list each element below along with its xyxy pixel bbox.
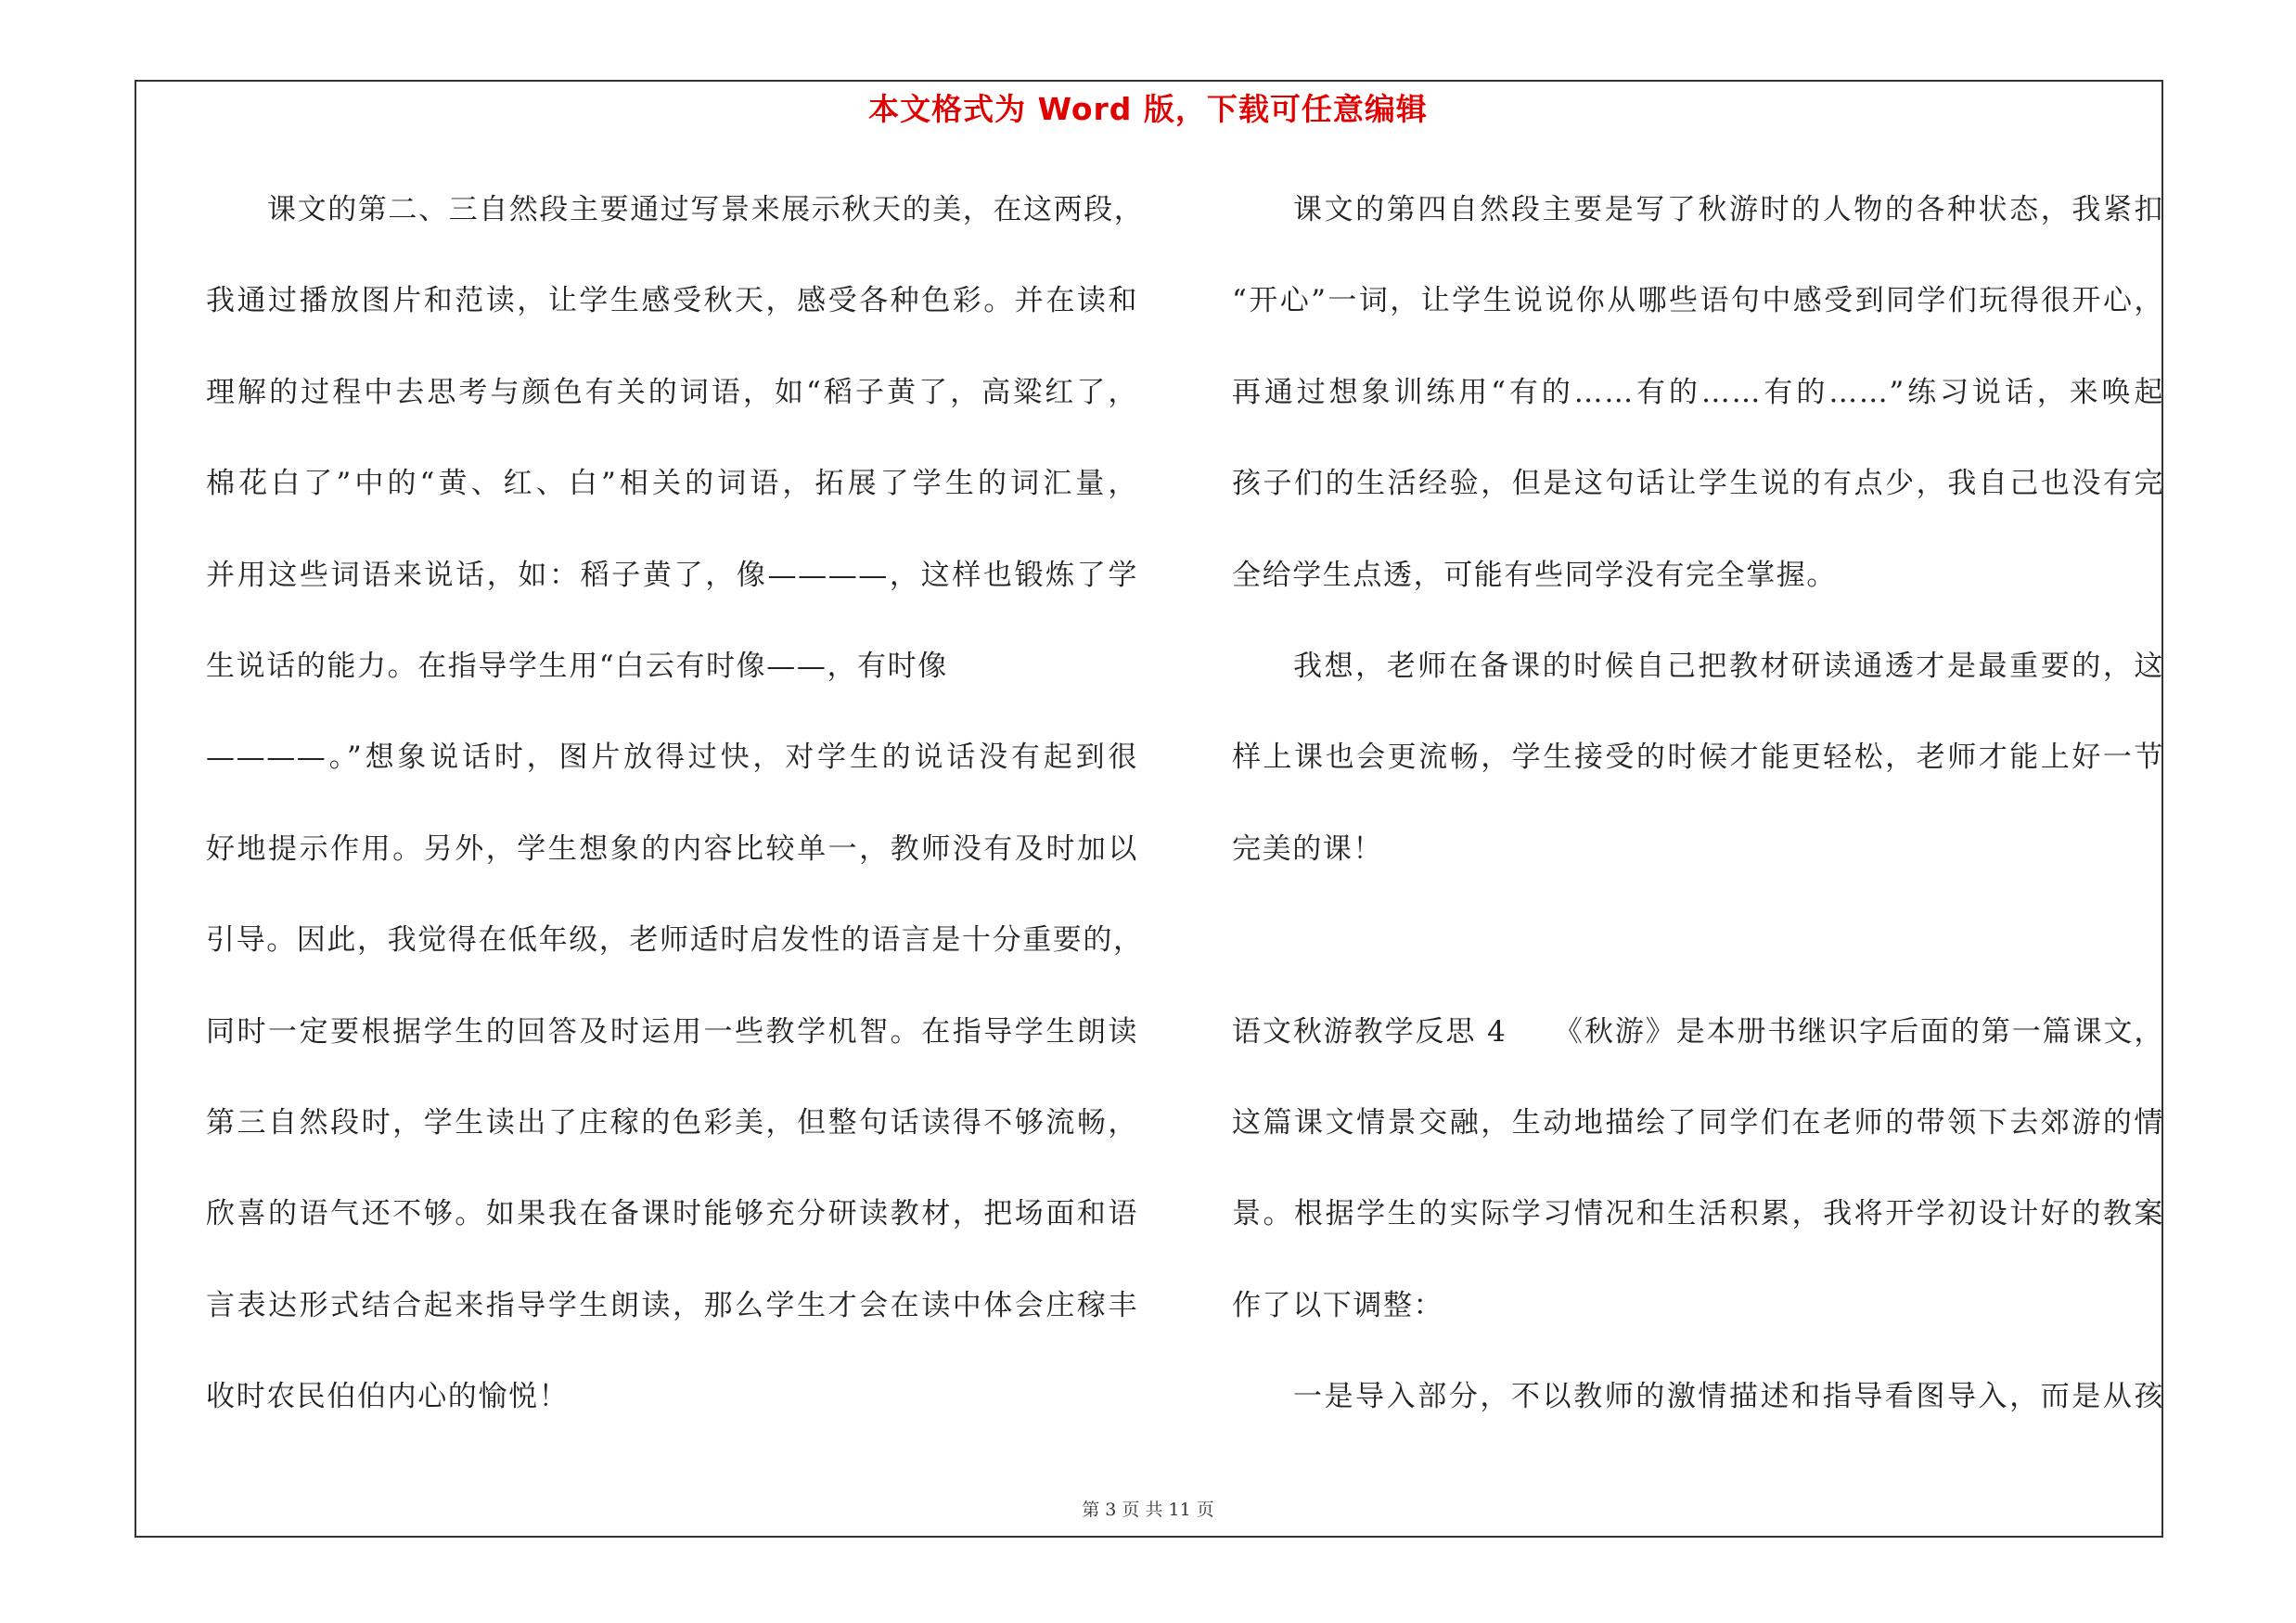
text-line: 一是导入部分，不以教师的激情描述和指导看图导入，而是从孩 — [1293, 1380, 2164, 1414]
blank-line — [1232, 913, 2164, 1004]
right-column — [1232, 183, 2164, 1461]
text-line: 样上课也会更流畅，学生接受的时候才能更轻松，老师才能上好一节 — [1232, 741, 2164, 775]
text-line: 景。根据学生的实际学习情况和生活积累，我将开学初设计好的教案 — [1232, 1197, 2164, 1231]
text-line: ————。”想象说话时，图片放得过快，对学生的说话没有起到很 — [206, 741, 1138, 775]
section-heading-line: 语文秋游教学反思 4 《秋游》是本册书继识字后面的第一篇课文， — [1232, 1014, 2164, 1049]
page-number: 第 3 页 共 11 页 — [1082, 1500, 1214, 1520]
text-line: 课文的第四自然段主要是写了秋游时的人物的各种状态，我紧扣 — [1293, 193, 2164, 226]
text-line: 好地提示作用。另外，学生想象的内容比较单一，教师没有及时加以 — [206, 831, 1138, 866]
text-line: 生说话的能力。在指导学生用“白云有时像——，有时像 — [206, 649, 948, 683]
text-line: 作了以下调整： — [1232, 1288, 1444, 1322]
text-line: 收时农民伯伯内心的愉悦！ — [206, 1380, 570, 1414]
text-line: “开心”一词，让学生说说你从哪些语句中感受到同学们玩得很开心， — [1232, 284, 2164, 318]
text-line: 同时一定要根据学生的回答及时运用一些教学机智。在指导学生朗读 — [206, 1014, 1138, 1049]
text-line: 我通过播放图片和范读，让学生感受秋天，感受各种色彩。并在读和 — [206, 284, 1138, 318]
text-line: 第三自然段时，学生读出了庄稼的色彩美，但整句话读得不够流畅， — [206, 1105, 1138, 1140]
left-column — [206, 183, 1145, 1461]
text-line: 全给学生点透，可能有些同学没有完全掌握。 — [1232, 558, 1837, 592]
text-line: 再通过想象训练用“有的……有的……有的……”练习说话，来唤起 — [1232, 375, 2164, 409]
text-line: 言表达形式结合起来指导学生朗读，那么学生才会在读中体会庄稼丰 — [206, 1288, 1138, 1322]
text-line: 我想，老师在备课的时候自己把教材研读通透才是最重要的，这 — [1293, 649, 2164, 683]
text-line: 并用这些词语来说话，如：稻子黄了，像————，这样也锻炼了学 — [206, 558, 1138, 592]
text-line: 引导。因此，我觉得在低年级，老师适时启发性的语言是十分重要的， — [206, 923, 1144, 958]
text-line: 孩子们的生活经验，但是这句话让学生说的有点少，我自己也没有完 — [1232, 467, 2164, 501]
text-line: 棉花白了”中的“黄、红、白”相关的词语，拓展了学生的词汇量， — [206, 467, 1138, 501]
text-line: 这篇课文情景交融，生动地描绘了同学们在老师的带领下去郊游的情 — [1232, 1105, 2164, 1140]
text-line: 完美的课！ — [1232, 831, 1383, 866]
text-line: 欣喜的语气还不够。如果我在备课时能够充分研读教材，把场面和语 — [206, 1197, 1138, 1231]
text-line: 课文的第二、三自然段主要通过写景来展示秋天的美，在这两段， — [267, 193, 1145, 226]
header-title: 本文格式为 Word 版，下载可任意编辑 — [868, 91, 1428, 127]
text-line: 理解的过程中去思考与颜色有关的词语，如“稻子黄了，高粱红了， — [206, 375, 1138, 409]
